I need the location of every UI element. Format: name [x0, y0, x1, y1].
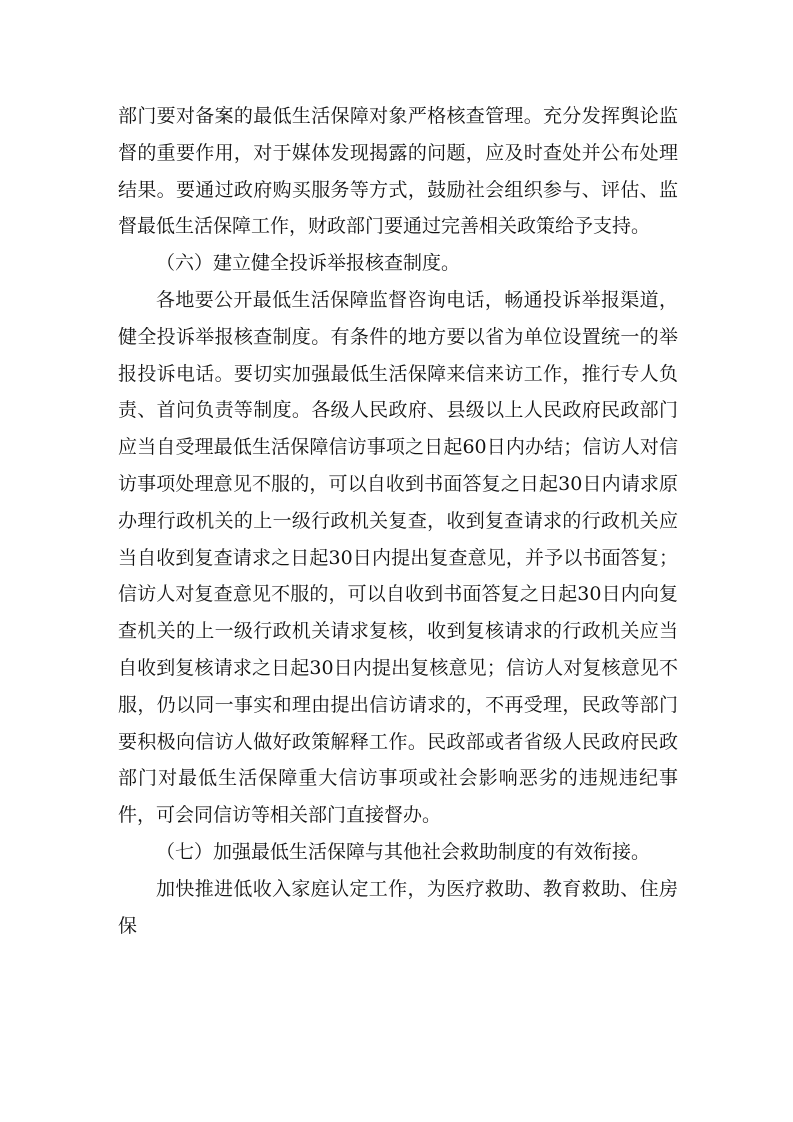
document-body [118, 98, 678, 944]
paragraph-continued: 部门要对备案的最低生活保障对象严格核查管理。充分发挥舆论监督的重要作用，对于媒体发现揭露的问题，应及时查处并公布处理结果。要通过政府购买服务等方式，鼓励社会组织参与、评估、监督最低生活保障工作，财政部门要通过完善相关政策给予支持。 [118, 105, 678, 238]
section-heading-6: （六）建立健全投诉举报核查制度。 [156, 252, 461, 275]
paragraph-complaint-system: 各地要公开最低生活保障监督咨询电话，畅通投诉举报渠道，健全投诉举报核查制度。有条件的地方要以省为单位设置统一的举报投诉电话。要切实加强最低生活保障来信来访工作，推行专人负责、首问负责等制度。各级人民政府、县级以上人民政府民政部门应当自受理最低生活保障信访事项之日起60日内办结；信访人对信访事项处理意见不服的，可以自收到书面答复之日起30日内请求原办理行政机关的上一级行政机关复查，收到复查请求的行政机关应当自收到复查请求之日起30日内提出复查意见，并予以书面答复；信访人对复查意见不服的，可以自收到书面答复之日起30日内向复查机关的上一级行政机关请求复核，收到复核请求的行政机关应当自收到复核请求之日起30日内提出复核意见；信访人对复核意见不服，仍以同一事实和理由提出信访请求的，不再受理，民政等部门要积极向信访人做好政策解释工作。民政部或者省级人民政府民政部门对最低生活保障重大信访事项或社会影响恶劣的违规违纪事件，可会同信访等相关部门直接督办。 [118, 288, 678, 827]
section-heading-7: （七）加强最低生活保障与其他社会救助制度的有效衔接。 [156, 840, 651, 863]
paragraph-low-income-identification: 加快推进低收入家庭认定工作，为医疗救助、教育救助、住房保 [118, 877, 678, 937]
